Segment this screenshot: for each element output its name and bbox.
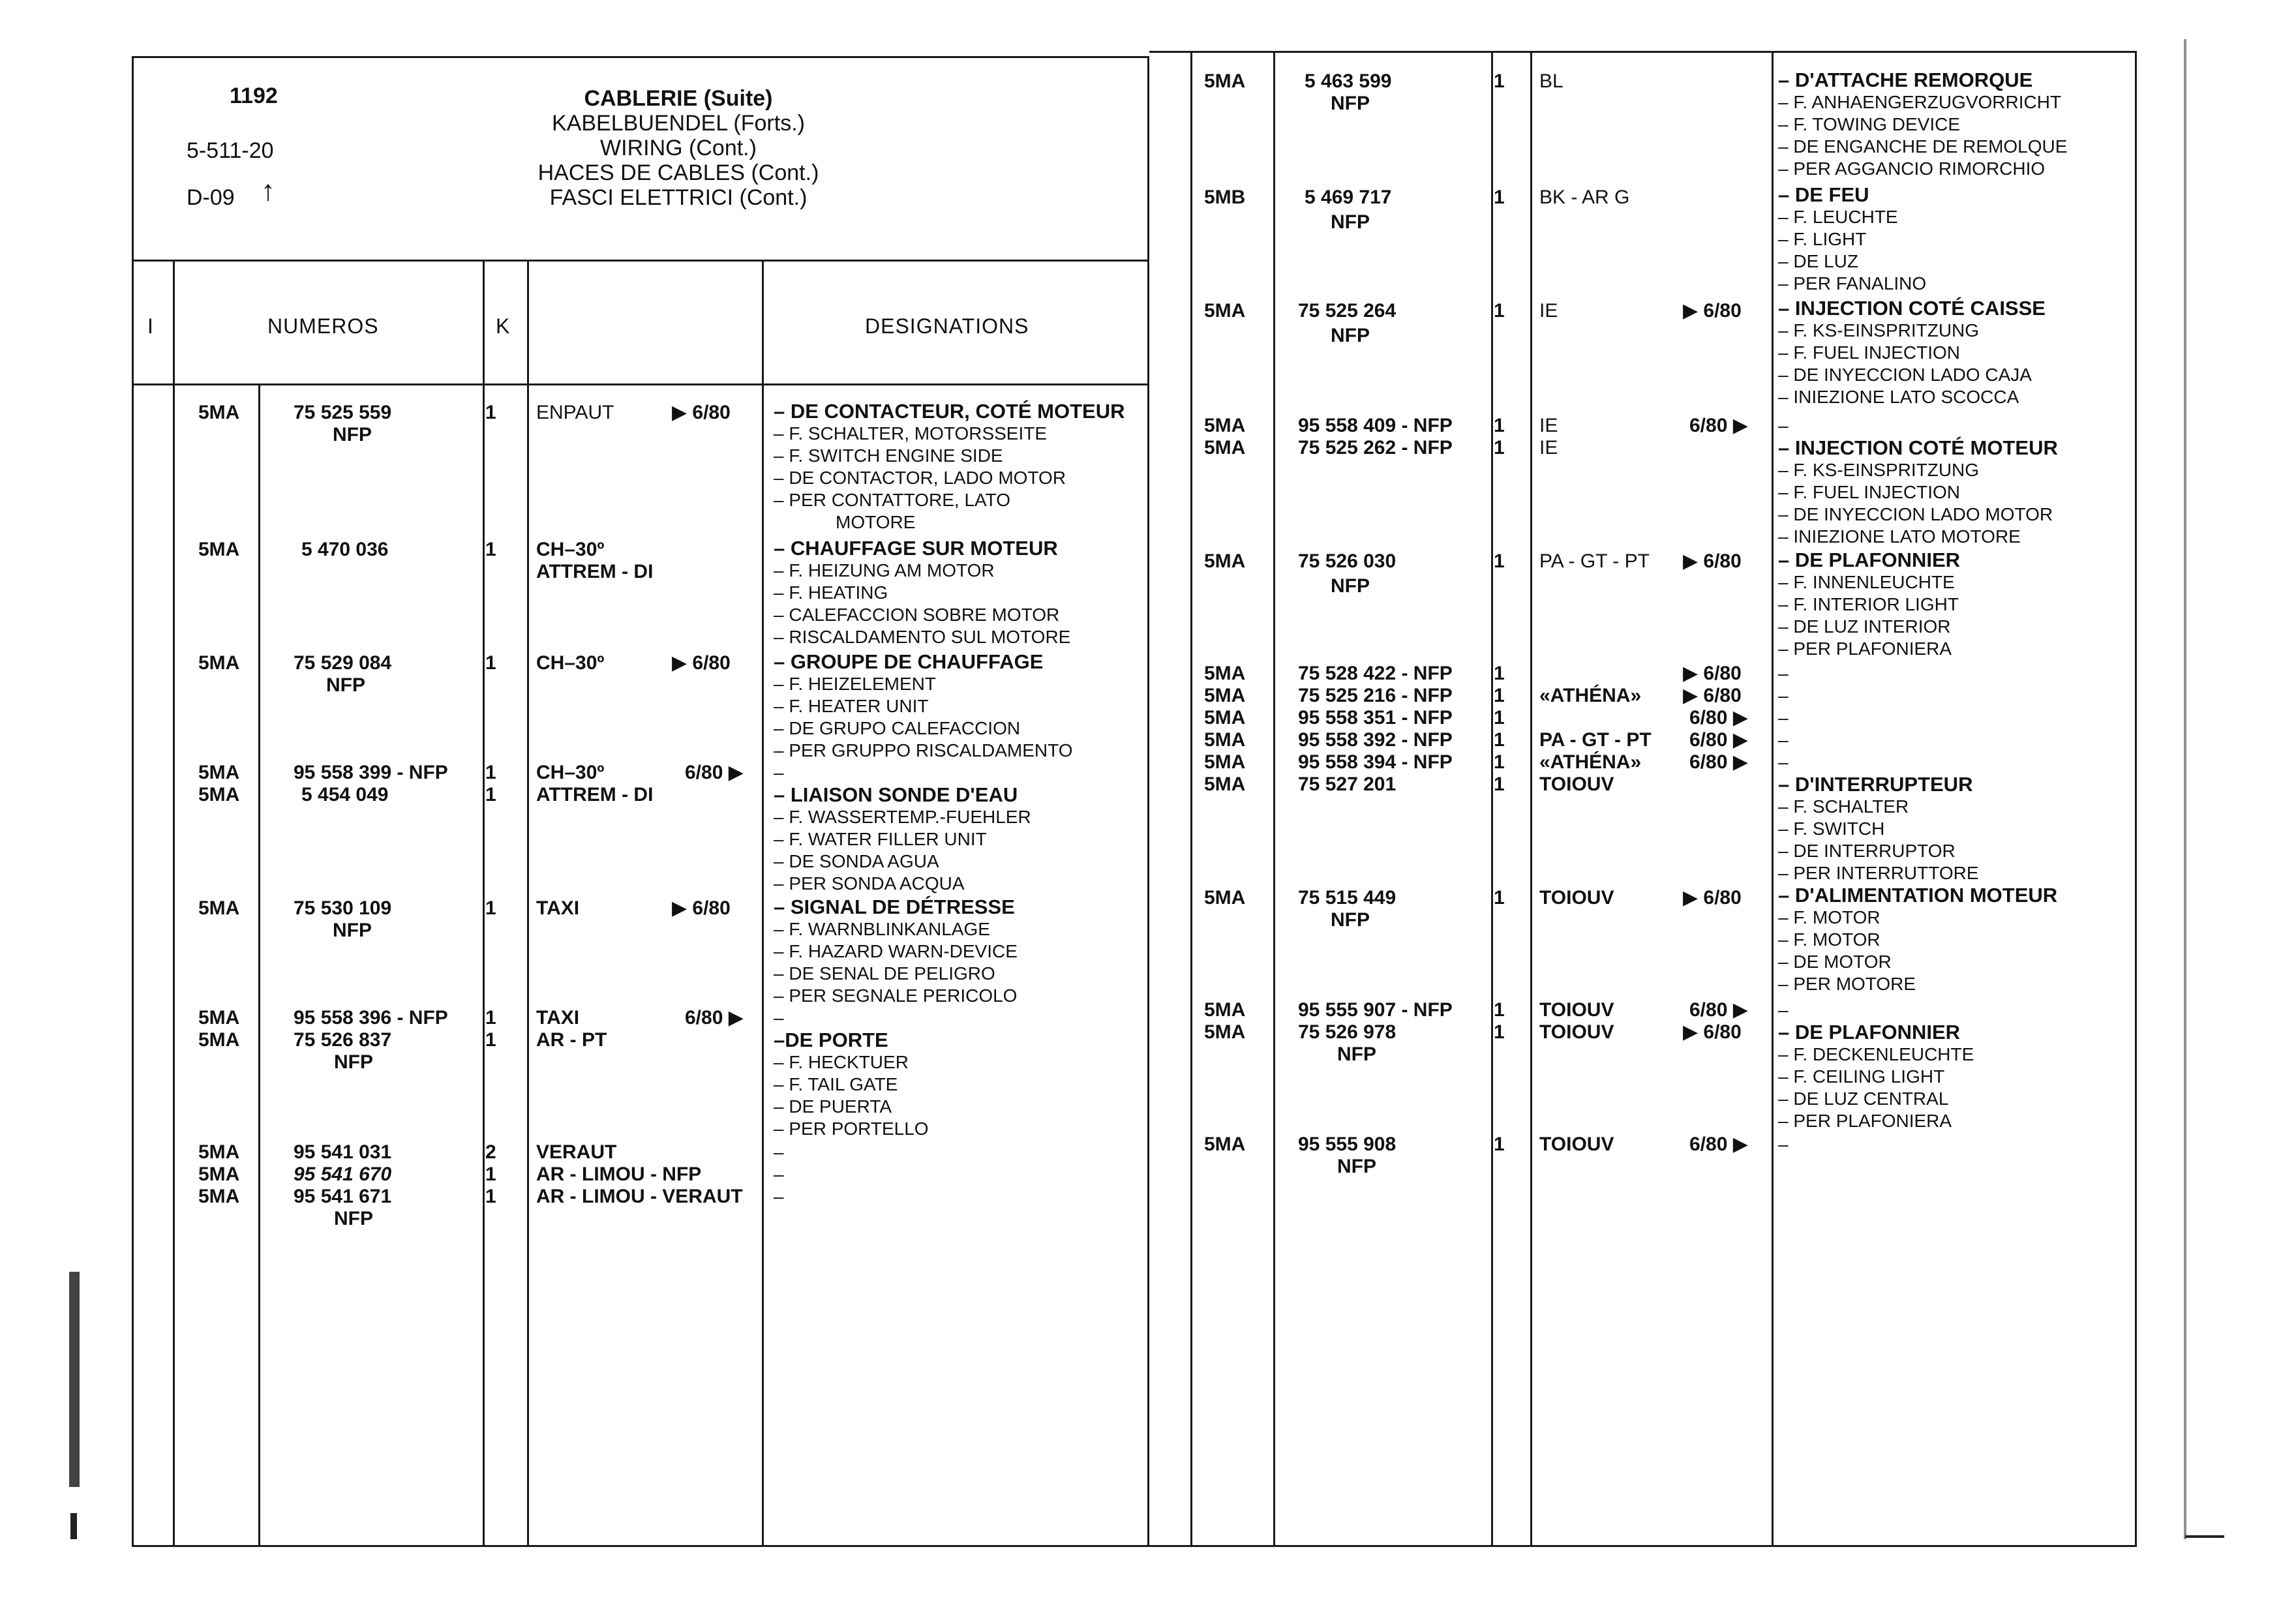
row-date: 6/80 ▶ — [1689, 1134, 1748, 1155]
row-number: 95 555 907 - NFP — [1298, 999, 1453, 1021]
row-number: 75 525 264 — [1298, 300, 1397, 322]
row-number: 5 469 717 — [1305, 187, 1392, 208]
row-description — [1778, 884, 2057, 995]
row-date: ▶ 6/80 — [1683, 685, 1742, 706]
desc-line: – CALEFACCION SOBRE MOTOR — [774, 605, 1060, 625]
desc-line: – — [774, 762, 784, 783]
row-note: CH–30º — [536, 652, 605, 674]
row-description — [1778, 999, 1789, 1021]
desc-line: – DE PLAFONNIER — [1778, 1021, 1961, 1044]
desc-line: – F. TOWING DEVICE — [1778, 114, 1961, 134]
right-scan-edge — [2184, 39, 2186, 1539]
desc-line: – — [1778, 730, 1789, 750]
title-it: FASCI ELETTRICI (Cont.) — [549, 185, 808, 210]
desc-line: – F. MOTOR — [1778, 929, 1881, 950]
row-sub: NFP — [1331, 211, 1370, 233]
row-k: 1 — [485, 784, 496, 805]
row-description — [1778, 707, 1789, 729]
row-description — [1778, 297, 2046, 408]
row-code: 5MA — [1204, 300, 1246, 322]
row-k: 1 — [1494, 999, 1505, 1021]
row-k: 1 — [1494, 70, 1505, 92]
desc-line: – — [1778, 708, 1789, 728]
title-es: HACES DE CABLES (Cont.) — [537, 160, 819, 185]
desc-line: – DE FEU — [1778, 183, 1869, 206]
col-header-numeros: NUMEROS — [267, 314, 379, 338]
row-k: 1 — [485, 652, 496, 674]
row-code: 5MA — [1204, 1134, 1246, 1155]
row-code: 5MA — [1204, 707, 1246, 728]
desc-line: – INIEZIONE LATO SCOCCA — [1778, 387, 2019, 407]
ref-code-2: D-09 — [187, 185, 235, 210]
row-note: AR - LIMOU - NFP — [536, 1164, 702, 1185]
row-number: 95 541 671 — [294, 1186, 392, 1207]
right-panel-frame — [1149, 51, 2137, 1547]
row-code: 5MA — [198, 1164, 240, 1185]
row-description — [774, 537, 1070, 648]
row-number: 75 525 262 - NFP — [1298, 437, 1453, 458]
desc-line: – RISCALDAMENTO SUL MOTORE — [774, 627, 1071, 647]
row-k: 1 — [1494, 1134, 1505, 1155]
desc-line: – — [1778, 752, 1789, 772]
desc-line: – — [1778, 663, 1789, 683]
desc-line: – D'ATTACHE REMORQUE — [1778, 68, 2033, 91]
header-divider — [132, 260, 1149, 262]
row-date: 6/80 ▶ — [685, 1007, 744, 1029]
desc-line: – PER MOTORE — [1778, 974, 1916, 994]
col-num-divider — [483, 260, 485, 1547]
row-code: 5MA — [1204, 773, 1246, 795]
row-sub: NFP — [1331, 93, 1370, 114]
row-number: 95 558 392 - NFP — [1298, 729, 1453, 751]
row-description — [774, 1007, 784, 1029]
desc-line: – PER PLAFONIERA — [1778, 1111, 1952, 1131]
row-code: 5MA — [1204, 887, 1246, 909]
row-sub: NFP — [1331, 325, 1370, 346]
row-number: 75 526 837 — [294, 1029, 392, 1051]
desc-line: – PER PLAFONIERA — [1778, 638, 1952, 659]
desc-line: – INIEZIONE LATO MOTORE — [1778, 526, 2021, 547]
desc-line: – F. SCHALTER, MOTORSSEITE — [774, 423, 1048, 443]
row-sub: NFP — [334, 1208, 373, 1229]
desc-line: –DE PORTE — [774, 1029, 888, 1051]
desc-line: – PER AGGANCIO RIMORCHIO — [1778, 158, 2046, 179]
desc-line: – INJECTION COTÉ CAISSE — [1778, 297, 2046, 320]
row-number: 95 558 409 - NFP — [1298, 415, 1453, 436]
col-i-divider — [173, 260, 175, 1547]
row-number: 5 454 049 — [301, 784, 389, 805]
desc-line: – F. TAIL GATE — [774, 1074, 898, 1094]
row-date: ▶ 6/80 — [1683, 1021, 1742, 1043]
row-description — [1778, 437, 2058, 548]
row-description — [1778, 184, 1926, 295]
row-note: TOIOUV — [1539, 1021, 1614, 1043]
row-sub: NFP — [334, 1051, 373, 1073]
row-note: TOIOUV — [1539, 773, 1614, 795]
row-k: 1 — [1494, 550, 1505, 572]
row-k: 1 — [485, 1029, 496, 1051]
desc-line: – LIAISON SONDE D'EAU — [774, 783, 1018, 806]
row-sub: NFP — [333, 920, 372, 941]
row-note: «ATHÉNA» — [1539, 751, 1642, 773]
row-number: 75 526 978 — [1298, 1021, 1397, 1043]
row-k: 1 — [1494, 751, 1505, 773]
desc-line: – F. HEIZELEMENT — [774, 674, 936, 694]
right-col-note-divider — [1772, 51, 1774, 1547]
desc-line: – F. HEATER UNIT — [774, 696, 929, 716]
desc-line: – DE CONTACTOR, LADO MOTOR — [774, 468, 1066, 488]
col-k-divider — [527, 260, 529, 1547]
col-header-i: I — [147, 314, 154, 338]
row-description — [1778, 415, 1789, 437]
desc-line: – DE MOTOR — [1778, 952, 1892, 972]
row-date: 6/80 ▶ — [1689, 415, 1748, 436]
row-number: 75 526 030 — [1298, 550, 1397, 572]
row-k: 1 — [485, 897, 496, 919]
row-note: TAXI — [536, 1007, 580, 1029]
row-note: TOIOUV — [1539, 1134, 1614, 1155]
row-number: 95 558 399 - NFP — [294, 762, 448, 783]
desc-line: – PER FANALINO — [1778, 273, 1927, 293]
row-number: 95 558 394 - NFP — [1298, 751, 1453, 773]
row-code: 5MA — [1204, 437, 1246, 458]
row-code: 5MA — [198, 652, 240, 674]
row-date: ▶ 6/80 — [672, 652, 731, 674]
row-note: AR - LIMOU - VERAUT — [536, 1186, 743, 1207]
desc-line: – F. WARNBLINKANLAGE — [774, 919, 990, 939]
row-description — [1778, 69, 2067, 180]
row-sub: NFP — [333, 424, 372, 445]
row-date: ▶ 6/80 — [1683, 550, 1742, 572]
row-number: 95 541 670 — [294, 1164, 392, 1185]
desc-line: – F. CEILING LIGHT — [1778, 1066, 1945, 1087]
row-date: 6/80 ▶ — [1689, 729, 1748, 751]
row-note: ENPAUT — [536, 402, 614, 423]
desc-line: – F. LIGHT — [1778, 229, 1867, 249]
row-number: 5 470 036 — [301, 539, 389, 560]
section-title — [496, 86, 861, 210]
row-code: 5MA — [1204, 751, 1246, 773]
desc-line: MOTORE — [836, 512, 916, 532]
row-date: ▶ 6/80 — [1683, 300, 1742, 322]
row-number: 95 558 351 - NFP — [1298, 707, 1453, 728]
row-k: 2 — [485, 1141, 496, 1163]
row-k: 1 — [1494, 773, 1505, 795]
desc-line: – D'ALIMENTATION MOTEUR — [1778, 884, 2058, 907]
row-number: 95 558 396 - NFP — [294, 1007, 448, 1029]
up-arrow-icon: ↑ — [261, 175, 275, 207]
desc-line: – — [1778, 685, 1789, 706]
row-code: 5MA — [1204, 415, 1246, 436]
row-date: ▶ 6/80 — [672, 402, 731, 423]
desc-line: – — [774, 1186, 784, 1207]
row-k: 1 — [1494, 1021, 1505, 1043]
row-note: CH–30º — [536, 762, 605, 783]
desc-line: – DE INTERRUPTOR — [1778, 841, 1956, 861]
desc-line: – F. INNENLEUCHTE — [1778, 572, 1955, 592]
row-code: 5MA — [198, 1029, 240, 1051]
row-k: 1 — [1494, 437, 1505, 458]
row-note: IE — [1539, 415, 1558, 436]
col-note-divider — [762, 260, 764, 1547]
row-note: TAXI — [536, 897, 580, 919]
row-note: TOIOUV — [1539, 999, 1614, 1021]
row-code: 5MA — [198, 402, 240, 423]
scan-edge-mark — [69, 1272, 80, 1487]
row-note: ATTREM - DI — [536, 784, 654, 805]
row-k: 1 — [1494, 729, 1505, 751]
row-sub: NFP — [1331, 909, 1370, 931]
row-number: 75 515 449 — [1298, 887, 1397, 909]
row-k: 1 — [485, 762, 496, 783]
row-description — [1778, 663, 1789, 685]
row-date: 6/80 ▶ — [1689, 751, 1748, 773]
row-k: 1 — [1494, 685, 1505, 706]
desc-line: – DE LUZ — [1778, 251, 1858, 271]
title-en: WIRING (Cont.) — [600, 136, 757, 160]
row-code: 5MA — [198, 762, 240, 783]
row-note: AR - PT — [536, 1029, 607, 1051]
row-k: 1 — [485, 539, 496, 560]
row-sub: NFP — [1337, 1156, 1376, 1177]
desc-line: – F. HAZARD WARN-DEVICE — [774, 941, 1018, 961]
title-fr: CABLERIE (Suite) — [584, 86, 773, 111]
row-number: 75 527 201 — [1298, 773, 1397, 795]
desc-line: – DE SONDA AGUA — [774, 851, 939, 871]
scan-edge-mark-small — [70, 1513, 77, 1539]
row-date: 6/80 ▶ — [1689, 999, 1748, 1021]
desc-line: – DE LUZ INTERIOR — [1778, 616, 1951, 637]
desc-line: – F. DECKENLEUCHTE — [1778, 1044, 1974, 1064]
row-note: PA - GT - PT — [1539, 550, 1650, 572]
row-k: 1 — [1494, 707, 1505, 728]
row-note: PA - GT - PT — [1539, 729, 1652, 751]
row-date: ▶ 6/80 — [1683, 663, 1742, 684]
desc-line: – PER SEGNALE PERICOLO — [774, 985, 1018, 1006]
row-code: 5MA — [1204, 550, 1246, 572]
row-description — [1778, 685, 1789, 707]
desc-line: – — [774, 1164, 784, 1184]
desc-line: – F. SCHALTER — [1778, 796, 1909, 817]
desc-line: – DE LUZ CENTRAL — [1778, 1089, 1949, 1109]
desc-line: – — [1778, 1000, 1789, 1020]
row-description — [1778, 1021, 1974, 1132]
desc-line: – DE INYECCION LADO CAJA — [1778, 365, 2032, 385]
row-date: 6/80 ▶ — [685, 762, 744, 783]
row-description — [774, 896, 1018, 1007]
row-description — [1778, 729, 1789, 751]
colhead-divider — [132, 383, 1149, 385]
title-de: KABELBUENDEL (Forts.) — [552, 111, 805, 136]
row-k: 1 — [1494, 187, 1505, 208]
page-number: 1192 — [230, 83, 278, 108]
desc-line: – — [774, 1008, 784, 1028]
row-k: 1 — [1494, 663, 1505, 684]
row-description — [774, 651, 1072, 762]
row-code: 5MA — [198, 1186, 240, 1207]
desc-line: – F. MOTOR — [1778, 907, 1881, 927]
row-note-2: ATTREM - DI — [536, 561, 654, 582]
desc-line: – F. KS-EINSPRITZUNG — [1778, 320, 1980, 340]
row-code: 5MA — [1204, 685, 1246, 706]
desc-line: – F. WATER FILLER UNIT — [774, 829, 987, 849]
right-scan-tick — [2185, 1535, 2224, 1538]
row-note: «ATHÉNA» — [1539, 685, 1642, 706]
desc-line: – INJECTION COTÉ MOTEUR — [1778, 436, 2058, 459]
row-k: 1 — [1494, 415, 1505, 436]
desc-line: – F. INTERIOR LIGHT — [1778, 594, 1959, 614]
row-description — [774, 400, 1125, 533]
row-code: 5MA — [198, 1007, 240, 1029]
desc-line: – F. SWITCH — [1778, 819, 1885, 839]
row-sub: NFP — [1337, 1044, 1376, 1065]
right-col-code-divider — [1273, 51, 1275, 1547]
row-note: IE — [1539, 300, 1558, 322]
row-code: 5MA — [1204, 663, 1246, 684]
desc-line: – DE INYECCION LADO MOTOR — [1778, 504, 2053, 524]
row-number: 95 541 031 — [294, 1141, 392, 1163]
row-code: 5MA — [198, 539, 240, 560]
row-k: 1 — [485, 1007, 496, 1029]
row-k: 1 — [1494, 300, 1505, 322]
row-description — [1778, 549, 1960, 660]
row-code: 5MA — [1204, 729, 1246, 751]
row-note: BL — [1539, 70, 1563, 92]
row-description — [774, 784, 1031, 895]
desc-line: – DE GRUPO CALEFACCION — [774, 718, 1021, 738]
desc-line: – PER SONDA ACQUA — [774, 873, 965, 894]
desc-line: – F. ANHAENGERZUGVORRICHT — [1778, 92, 2062, 112]
row-number: 75 528 422 - NFP — [1298, 663, 1453, 684]
row-description — [1778, 773, 1979, 884]
desc-line: – PER PORTELLO — [774, 1119, 929, 1139]
row-description — [774, 1141, 784, 1164]
row-date: 6/80 ▶ — [1689, 707, 1748, 728]
row-code: 5MA — [198, 1141, 240, 1163]
desc-line: – GROUPE DE CHAUFFAGE — [774, 650, 1044, 673]
row-description — [774, 1186, 784, 1208]
row-number: 75 525 216 - NFP — [1298, 685, 1453, 706]
row-description — [774, 1164, 784, 1186]
row-sub: NFP — [1331, 575, 1370, 597]
desc-line: – F. WASSERTEMP.-FUEHLER — [774, 807, 1031, 827]
row-code: 5MA — [1204, 999, 1246, 1021]
row-k: 1 — [1494, 887, 1505, 909]
desc-line: – PER INTERRUTTORE — [1778, 863, 1979, 883]
desc-line: – DE CONTACTEUR, COTÉ MOTEUR — [774, 400, 1125, 423]
desc-line: – F. KS-EINSPRITZUNG — [1778, 460, 1980, 480]
desc-line: – F. FUEL INJECTION — [1778, 342, 1961, 363]
row-note: TOIOUV — [1539, 887, 1614, 909]
row-description — [774, 762, 784, 784]
right-col-k-divider — [1530, 51, 1532, 1547]
row-date: ▶ 6/80 — [672, 897, 731, 919]
row-description — [1778, 751, 1789, 773]
desc-line: – F. FUEL INJECTION — [1778, 482, 1961, 502]
desc-line: – — [1778, 1134, 1789, 1154]
desc-line: – DE SENAL DE PELIGRO — [774, 963, 995, 984]
row-code: 5MA — [198, 897, 240, 919]
desc-line: – D'INTERRUPTEUR — [1778, 773, 1973, 796]
desc-line: – — [1778, 415, 1789, 436]
row-k: 1 — [485, 402, 496, 423]
row-number: 75 525 559 — [294, 402, 392, 423]
row-number: 5 463 599 — [1305, 70, 1392, 92]
row-description — [1778, 1134, 1789, 1156]
desc-line: – CHAUFFAGE SUR MOTEUR — [774, 537, 1058, 560]
row-code: 5MA — [1204, 1021, 1246, 1043]
desc-line: – PER CONTATTORE, LATO — [774, 490, 1011, 510]
row-number: 95 555 908 — [1298, 1134, 1397, 1155]
row-number: 75 530 109 — [294, 897, 392, 919]
row-note: VERAUT — [536, 1141, 617, 1163]
right-col-i-divider — [1190, 51, 1192, 1547]
right-col-num-divider — [1491, 51, 1493, 1547]
desc-line: – F. LEUCHTE — [1778, 207, 1898, 227]
row-sub: NFP — [326, 674, 365, 696]
desc-line: – DE ENGANCHE DE REMOLQUE — [1778, 136, 2068, 157]
desc-line: – DE PUERTA — [774, 1096, 892, 1117]
row-k: 1 — [485, 1164, 496, 1185]
col-header-designations: DESIGNATIONS — [865, 314, 1029, 338]
desc-line: – F. HECKTUER — [774, 1052, 909, 1072]
desc-line: – DE PLAFONNIER — [1778, 548, 1961, 571]
col-header-k: K — [496, 314, 511, 338]
desc-line: – F. HEIZUNG AM MOTOR — [774, 560, 995, 580]
desc-line: – F. SWITCH ENGINE SIDE — [774, 445, 1003, 466]
desc-line: – F. HEATING — [774, 582, 888, 603]
desc-line: – — [774, 1142, 784, 1162]
desc-line: – PER GRUPPO RISCALDAMENTO — [774, 740, 1073, 760]
ref-code: 5-511-20 — [187, 138, 274, 163]
row-note: BK - AR G — [1539, 187, 1630, 208]
row-code: 5MA — [198, 784, 240, 805]
row-date: ▶ 6/80 — [1683, 887, 1742, 909]
row-k: 1 — [485, 1186, 496, 1207]
row-note: CH–30º — [536, 539, 605, 560]
col-code-divider — [258, 383, 260, 1547]
desc-line: – SIGNAL DE DÉTRESSE — [774, 895, 1015, 918]
row-code: 5MA — [1204, 70, 1246, 92]
row-description — [774, 1029, 929, 1140]
row-note: IE — [1539, 437, 1558, 458]
row-code: 5MB — [1204, 187, 1246, 208]
row-number: 75 529 084 — [294, 652, 392, 674]
